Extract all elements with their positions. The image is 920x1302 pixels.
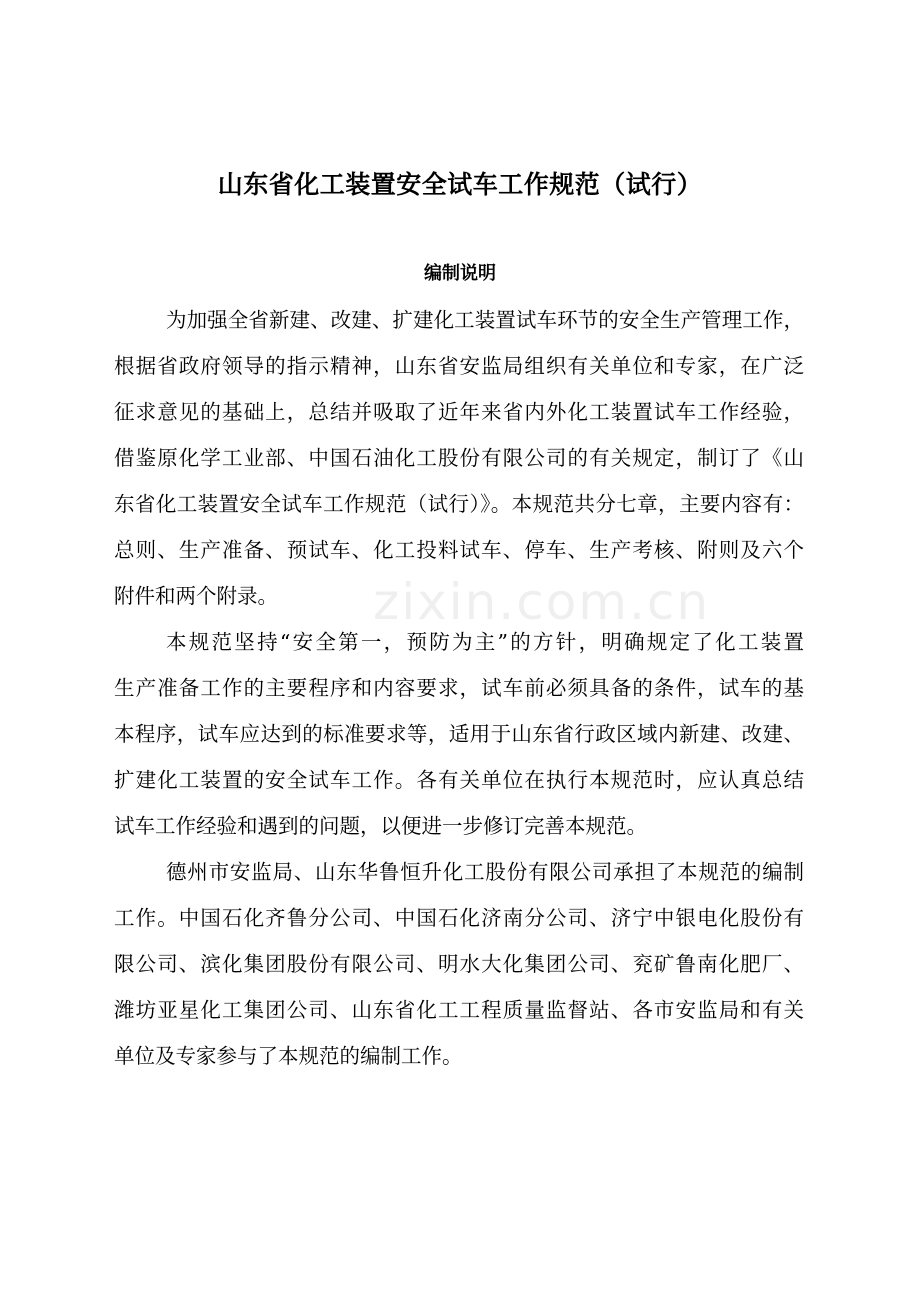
- paragraph-line: 限公司、滨化集团股份有限公司、明水大化集团公司、兖矿鲁南化肥厂、: [114, 952, 804, 976]
- paragraph-line: 借鉴原化学工业部、中国石油化工股份有限公司的有关规定，制订了《山: [114, 446, 804, 470]
- watermark: zixin.com.cn: [373, 573, 711, 631]
- paragraph-line: 试车工作经验和遇到的问题，以便进一步修订完善本规范。: [114, 814, 647, 838]
- document-body: [114, 297, 804, 1079]
- paragraph-line: 潍坊亚星化工集团公司、山东省化工工程质量监督站、各市安监局和有关: [114, 998, 804, 1022]
- paragraph-line: 本程序，试车应达到的标准要求等，适用于山东省行政区域内新建、改建、: [114, 722, 804, 746]
- paragraph-line: 附件和两个附录。: [114, 584, 278, 608]
- paragraph-line: 扩建化工装置的安全试车工作。各有关单位在执行本规范时，应认真总结: [114, 768, 804, 792]
- paragraph-3: [114, 849, 804, 1079]
- paragraph-line: 东省化工装置安全试车工作规范（试行）》。本规范共分七章，主要内容有：: [114, 492, 804, 516]
- paragraph-line: 生产准备工作的主要程序和内容要求，试车前必须具备的条件，试车的基: [114, 676, 804, 700]
- paragraph-line: 总则、生产准备、预试车、化工投料试车、停车、生产考核、附则及六个: [114, 538, 804, 562]
- paragraph-line: 根据省政府领导的指示精神，山东省安监局组织有关单位和专家，在广泛: [114, 354, 804, 378]
- document-title: 山东省化工装置安全试车工作规范（试行）: [217, 170, 703, 199]
- paragraph-2: [114, 619, 804, 849]
- paragraph-line: 征求意见的基础上，总结并吸取了近年来省内外化工装置试车工作经验，: [114, 400, 804, 424]
- paragraph-line: 单位及专家参与了本规范的编制工作。: [114, 1044, 463, 1068]
- paragraph-1: [114, 297, 804, 619]
- paragraph-line: 德州市安监局、山东华鲁恒升化工股份有限公司承担了本规范的编制: [166, 860, 804, 884]
- paragraph-line: 为加强全省新建、改建、扩建化工装置试车环节的安全生产管理工作，: [166, 308, 804, 332]
- paragraph-line: 本规范坚持“安全第一，预防为主”的方针，明确规定了化工装置: [166, 630, 804, 654]
- paragraph-line: 工作。中国石化齐鲁分公司、中国石化济南分公司、济宁中银电化股份有: [114, 906, 804, 930]
- section-heading: 编制说明: [424, 263, 496, 284]
